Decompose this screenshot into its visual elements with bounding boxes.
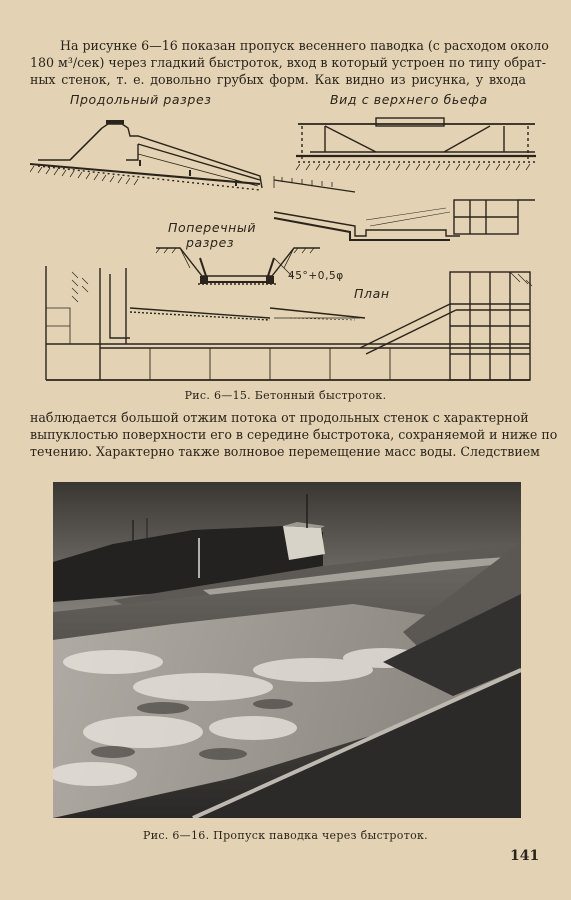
longitudinal-section-drawing xyxy=(30,124,262,190)
paragraph-intro xyxy=(30,37,549,88)
label-upstream-view: Вид с верхнего бьефа xyxy=(330,92,488,107)
figure-caption-6-16: Рис. 6—16. Пропуск паводка через быстроток. xyxy=(143,829,428,842)
page-number: 141 xyxy=(510,848,540,864)
label-cross-line1: Поперечный xyxy=(168,220,257,235)
text-line: течению. Характерно также волновое перемещение масс воды. Следствием xyxy=(30,444,540,459)
text-line: выпуклостью поверхности его в середине быстротока, сохраняемой и ниже по xyxy=(30,427,558,442)
text-line: 180 м³/сек) через гладкий быстроток, вход в который устроен по типу обрат- xyxy=(30,55,546,70)
plan-drawing xyxy=(46,266,530,380)
figure-caption-6-15: Рис. 6—15. Бетонный быстроток. xyxy=(184,389,387,402)
label-cross-line2: разрез xyxy=(186,235,235,250)
label-longitudinal-section: Продольный разрез xyxy=(70,92,212,107)
engineering-drawing xyxy=(30,108,540,386)
paragraph-continuation xyxy=(30,409,558,460)
label-plan: План xyxy=(354,286,390,301)
upstream-view-drawing xyxy=(296,118,536,162)
flood-photograph xyxy=(53,482,521,818)
inlet-section-drawing xyxy=(274,176,535,240)
text-line: наблюдается большой отжим потока от продольных стенок с характерной xyxy=(30,410,529,425)
cross-section-drawing xyxy=(156,248,320,284)
text-line: На рисунке 6—16 показан пропуск весеннего паводка (с расходом около xyxy=(60,38,549,53)
label-angle: 45°+0,5φ xyxy=(288,270,344,282)
text-line: ных стенок, т. е. довольно грубых форм. Как видно из рисунка, у входа xyxy=(30,72,526,87)
